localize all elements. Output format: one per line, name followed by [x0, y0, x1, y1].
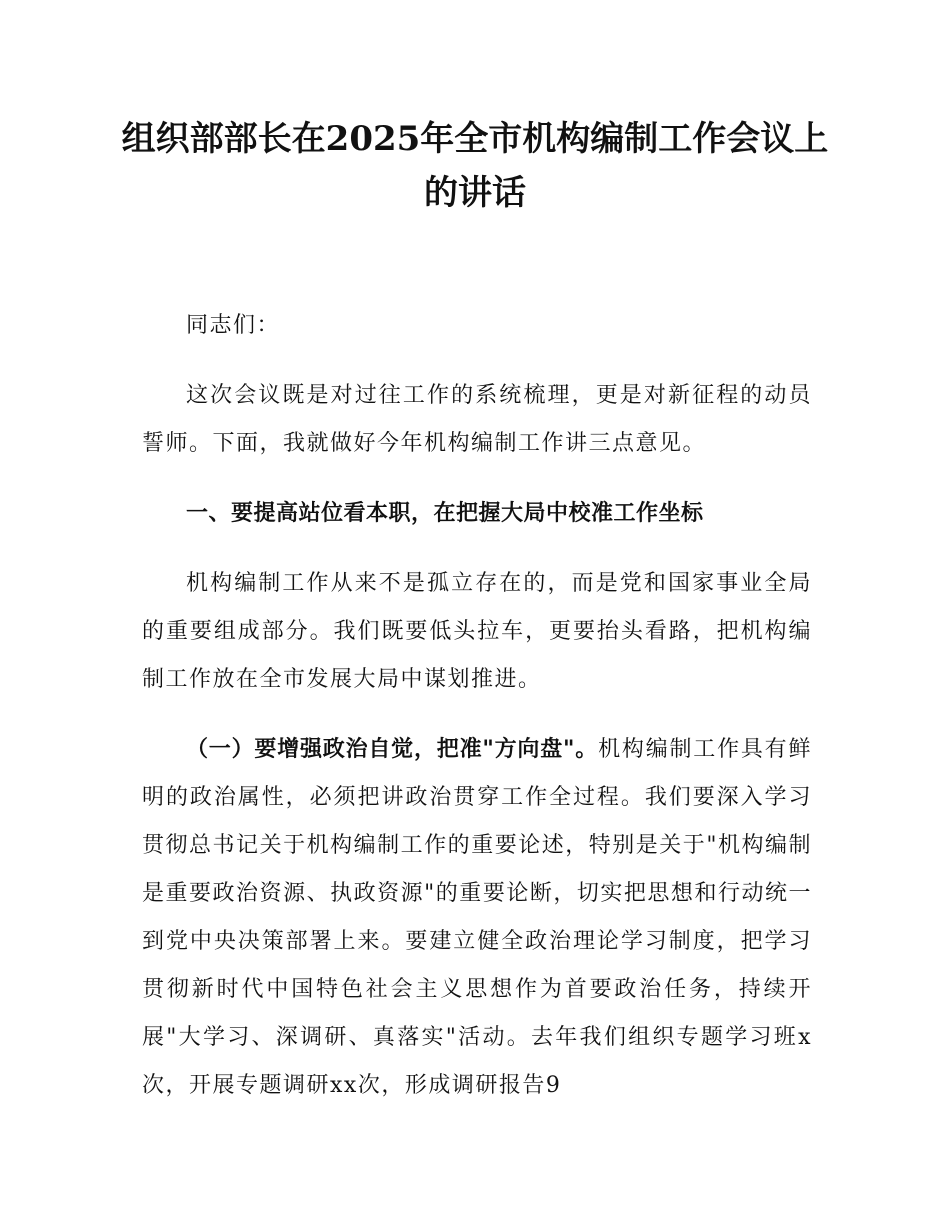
salutation: 同志们： — [186, 313, 281, 338]
subsection-text: 机构编制工作具有鲜明的政治属性，必须把讲政治贯穿工作全过程。我们要深入学习贯彻总书记关于机构编制工作的重要论述，特别是关于"机构编制是重要政治资源、执政资源"的重要论断，切实把思想和行动统一到党中央决策部署上来。要建立健全政治理论学习制度，把学习贯彻新时代中国特色社会主义思想作为首要政治任务，持续开展"大学习、深调研、真落实"活动。去年我们组织专题学习班x次，开展专题调研xx次，形成调研报告9 — [142, 737, 812, 1098]
subsection-lead: （一）要增强政治自觉，把准"方向盘"。 — [186, 737, 599, 762]
section-paragraph: 机构编制工作从来不是孤立存在的，而是党和国家事业全局的重要组成部分。我们既要低头拉车，更要抬头看路，把机构编制工作放在全市发展大局中谋划推进。 — [142, 571, 812, 692]
subsection-paragraph — [142, 726, 812, 1110]
document-title: 组织部部长在2025年全市机构编制工作会议上的讲话 — [121, 119, 829, 213]
intro-paragraph: 这次会议既是对过往工作的系统梳理，更是对新征程的动员誓师。下面，我就做好今年机构编制工作讲三点意见。 — [142, 383, 812, 456]
document-body — [142, 302, 812, 1132]
section-heading: 一、要提高站位看本职，在把握大局中校准工作坐标 — [186, 501, 704, 526]
